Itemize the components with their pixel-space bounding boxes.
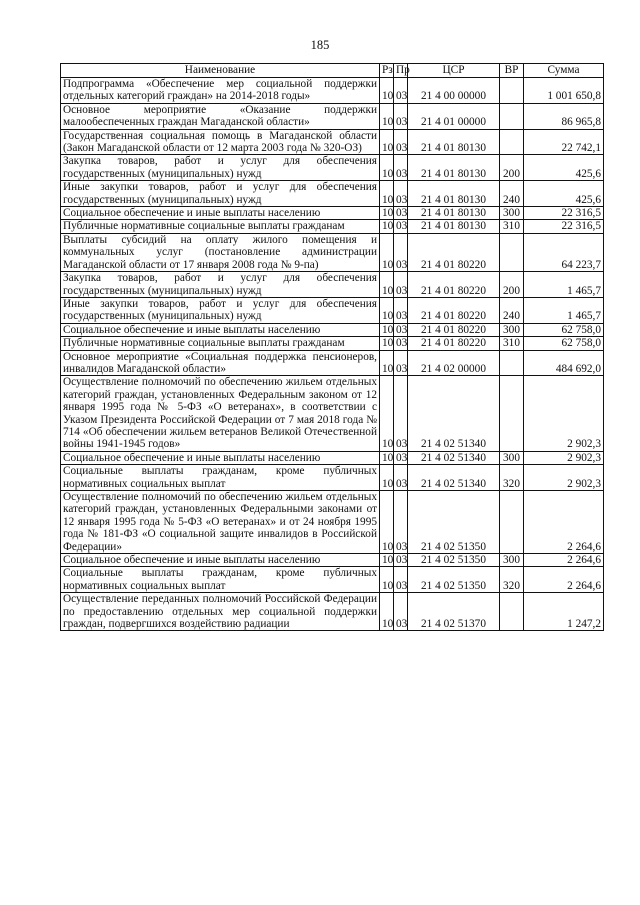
cell-sum: 22 316,5 — [524, 207, 604, 220]
page-number: 185 — [310, 38, 330, 52]
cell-csr: 21 4 02 51350 — [408, 554, 500, 567]
table-row — [61, 129, 604, 155]
cell-name: Социальные выплаты гражданам, кроме публичных нормативных социальных выплат — [61, 465, 380, 491]
cell-name: Осуществление полномочий по обеспечению жильем отдельных категорий граждан, установленных Федеральными законами от 12 января 1995 года № 5-ФЗ «О ветеранах» и от 24 ноября 1995 года № 181-ФЗ «О социальной защите инвалидов в Российской Федерации» — [61, 491, 380, 554]
cell-pr: 03 — [394, 567, 408, 593]
cell-csr: 21 4 02 51340 — [408, 376, 500, 451]
cell-sum: 86 965,8 — [524, 103, 604, 129]
table-row — [61, 376, 604, 451]
cell-vr: 320 — [500, 567, 524, 593]
cell-csr: 21 4 01 80130 — [408, 181, 500, 207]
cell-name: Осуществление полномочий по обеспечению жильем отдельных категорий граждан, установленных Федеральным законом от 12 января 1995 года № 5-ФЗ «О ветеранах», в соответствии с Указом Президента Российской Федерации от 7 мая 2018 года № 714 «Об обеспечении жильем ветеранов Великой Отечественной войны 1941-1945 годов» — [61, 376, 380, 451]
cell-sum: 2 264,6 — [524, 554, 604, 567]
cell-sum: 1 247,2 — [524, 593, 604, 631]
cell-csr: 21 4 01 80220 — [408, 297, 500, 323]
cell-pr: 03 — [394, 323, 408, 336]
cell-rz: 10 — [380, 451, 394, 464]
cell-pr: 03 — [394, 233, 408, 271]
cell-sum: 22 316,5 — [524, 220, 604, 233]
cell-rz: 10 — [380, 78, 394, 104]
table-row — [61, 78, 604, 104]
cell-name: Выплаты субсидий на оплату жилого помещения и коммунальных услуг (постановление администрации Магаданской области от 17 января 2008 года № 9-па) — [61, 233, 380, 271]
cell-rz: 10 — [380, 554, 394, 567]
cell-rz: 10 — [380, 337, 394, 350]
cell-pr: 03 — [394, 78, 408, 104]
cell-vr — [500, 129, 524, 155]
table-row — [61, 297, 604, 323]
cell-sum: 1 465,7 — [524, 272, 604, 298]
cell-csr: 21 4 02 51340 — [408, 465, 500, 491]
cell-pr: 03 — [394, 554, 408, 567]
cell-name: Подпрограмма «Обеспечение мер социальной поддержки отдельных категорий граждан» на 2014-2018 годы» — [61, 78, 380, 104]
cell-name: Основное мероприятие «Оказание поддержки малообеспеченных граждан Магаданской области» — [61, 103, 380, 129]
table-row — [61, 350, 604, 376]
cell-rz: 10 — [380, 220, 394, 233]
cell-rz: 10 — [380, 323, 394, 336]
cell-sum: 2 902,3 — [524, 376, 604, 451]
cell-rz: 10 — [380, 350, 394, 376]
cell-pr: 03 — [394, 350, 408, 376]
cell-name: Осуществление переданных полномочий Российской Федерации по предоставлению отдельных мер социальной поддержки граждан, подвергшихся воздействию радиации — [61, 593, 380, 631]
cell-csr: 21 4 01 80220 — [408, 272, 500, 298]
cell-sum: 1 001 650,8 — [524, 78, 604, 104]
cell-csr: 21 4 01 80130 — [408, 207, 500, 220]
header-name: Наименование — [61, 64, 380, 78]
cell-pr: 03 — [394, 491, 408, 554]
cell-name: Публичные нормативные социальные выплаты гражданам — [61, 337, 380, 350]
table-row — [61, 272, 604, 298]
cell-rz: 10 — [380, 272, 394, 298]
cell-vr: 310 — [500, 220, 524, 233]
cell-rz: 10 — [380, 297, 394, 323]
table-row — [61, 323, 604, 336]
cell-pr: 03 — [394, 220, 408, 233]
cell-sum: 62 758,0 — [524, 337, 604, 350]
budget-table — [60, 63, 604, 631]
cell-csr: 21 4 00 00000 — [408, 78, 500, 104]
header-csr: ЦСР — [408, 64, 500, 78]
cell-vr — [500, 350, 524, 376]
cell-rz: 10 — [380, 129, 394, 155]
cell-vr: 200 — [500, 272, 524, 298]
table-row — [61, 220, 604, 233]
cell-sum: 425,6 — [524, 181, 604, 207]
table-header-row — [61, 64, 604, 78]
cell-vr: 300 — [500, 554, 524, 567]
cell-rz: 10 — [380, 155, 394, 181]
cell-pr: 03 — [394, 181, 408, 207]
cell-name: Иные закупки товаров, работ и услуг для обеспечения государственных (муниципальных) нужд — [61, 181, 380, 207]
cell-name: Публичные нормативные социальные выплаты гражданам — [61, 220, 380, 233]
cell-name: Закупка товаров, работ и услуг для обеспечения государственных (муниципальных) нужд — [61, 155, 380, 181]
cell-vr: 320 — [500, 465, 524, 491]
cell-name: Социальное обеспечение и иные выплаты населению — [61, 554, 380, 567]
table-row — [61, 181, 604, 207]
cell-pr: 03 — [394, 451, 408, 464]
header-vr: ВР — [500, 64, 524, 78]
cell-name: Социальное обеспечение и иные выплаты населению — [61, 207, 380, 220]
cell-pr: 03 — [394, 376, 408, 451]
cell-vr: 300 — [500, 323, 524, 336]
cell-sum: 22 742,1 — [524, 129, 604, 155]
cell-name: Закупка товаров, работ и услуг для обеспечения государственных (муниципальных) нужд — [61, 272, 380, 298]
cell-csr: 21 4 01 80130 — [408, 155, 500, 181]
cell-rz: 10 — [380, 593, 394, 631]
cell-pr: 03 — [394, 337, 408, 350]
cell-pr: 03 — [394, 465, 408, 491]
cell-sum: 425,6 — [524, 155, 604, 181]
table-row — [61, 465, 604, 491]
cell-vr: 300 — [500, 451, 524, 464]
cell-csr: 21 4 02 51350 — [408, 567, 500, 593]
cell-vr — [500, 233, 524, 271]
cell-sum: 64 223,7 — [524, 233, 604, 271]
cell-name: Основное мероприятие «Социальная поддержка пенсионеров, инвалидов Магаданской области» — [61, 350, 380, 376]
cell-rz: 10 — [380, 465, 394, 491]
cell-csr: 21 4 02 51350 — [408, 491, 500, 554]
cell-pr: 03 — [394, 129, 408, 155]
cell-csr: 21 4 02 00000 — [408, 350, 500, 376]
cell-vr — [500, 593, 524, 631]
cell-sum: 2 902,3 — [524, 465, 604, 491]
table-row — [61, 554, 604, 567]
header-pr: Пр — [394, 64, 408, 78]
cell-vr — [500, 491, 524, 554]
cell-pr: 03 — [394, 593, 408, 631]
cell-sum: 1 465,7 — [524, 297, 604, 323]
cell-vr: 300 — [500, 207, 524, 220]
cell-csr: 21 4 01 80220 — [408, 323, 500, 336]
cell-csr: 21 4 01 80130 — [408, 129, 500, 155]
cell-sum: 2 264,6 — [524, 491, 604, 554]
cell-rz: 10 — [380, 233, 394, 271]
table-row — [61, 451, 604, 464]
header-rz: Рз — [380, 64, 394, 78]
cell-csr: 21 4 02 51370 — [408, 593, 500, 631]
cell-rz: 10 — [380, 567, 394, 593]
cell-sum: 2 902,3 — [524, 451, 604, 464]
table-row — [61, 337, 604, 350]
cell-pr: 03 — [394, 272, 408, 298]
cell-rz: 10 — [380, 376, 394, 451]
cell-vr: 240 — [500, 297, 524, 323]
cell-csr: 21 4 01 80220 — [408, 337, 500, 350]
cell-vr: 310 — [500, 337, 524, 350]
cell-name: Социальное обеспечение и иные выплаты населению — [61, 451, 380, 464]
cell-rz: 10 — [380, 181, 394, 207]
cell-vr — [500, 376, 524, 451]
table-row — [61, 233, 604, 271]
cell-pr: 03 — [394, 297, 408, 323]
cell-csr: 21 4 01 80220 — [408, 233, 500, 271]
cell-sum: 2 264,6 — [524, 567, 604, 593]
cell-name: Социальные выплаты гражданам, кроме публичных нормативных социальных выплат — [61, 567, 380, 593]
table-row — [61, 155, 604, 181]
cell-rz: 10 — [380, 207, 394, 220]
table-row — [61, 207, 604, 220]
cell-sum: 484 692,0 — [524, 350, 604, 376]
cell-vr — [500, 78, 524, 104]
table-body — [61, 78, 604, 631]
cell-name: Социальное обеспечение и иные выплаты населению — [61, 323, 380, 336]
table-row — [61, 491, 604, 554]
cell-name: Государственная социальная помощь в Магаданской области (Закон Магаданской области от 12 марта 2003 года № 320-ОЗ) — [61, 129, 380, 155]
cell-vr — [500, 103, 524, 129]
cell-vr: 200 — [500, 155, 524, 181]
table-row — [61, 593, 604, 631]
cell-pr: 03 — [394, 155, 408, 181]
cell-csr: 21 4 01 00000 — [408, 103, 500, 129]
table-row — [61, 567, 604, 593]
cell-pr: 03 — [394, 207, 408, 220]
cell-sum: 62 758,0 — [524, 323, 604, 336]
cell-rz: 10 — [380, 491, 394, 554]
cell-csr: 21 4 02 51340 — [408, 451, 500, 464]
cell-name: Иные закупки товаров, работ и услуг для обеспечения государственных (муниципальных) нужд — [61, 297, 380, 323]
cell-pr: 03 — [394, 103, 408, 129]
cell-rz: 10 — [380, 103, 394, 129]
cell-vr: 240 — [500, 181, 524, 207]
table-row — [61, 103, 604, 129]
cell-csr: 21 4 01 80130 — [408, 220, 500, 233]
header-sum: Сумма — [524, 64, 604, 78]
